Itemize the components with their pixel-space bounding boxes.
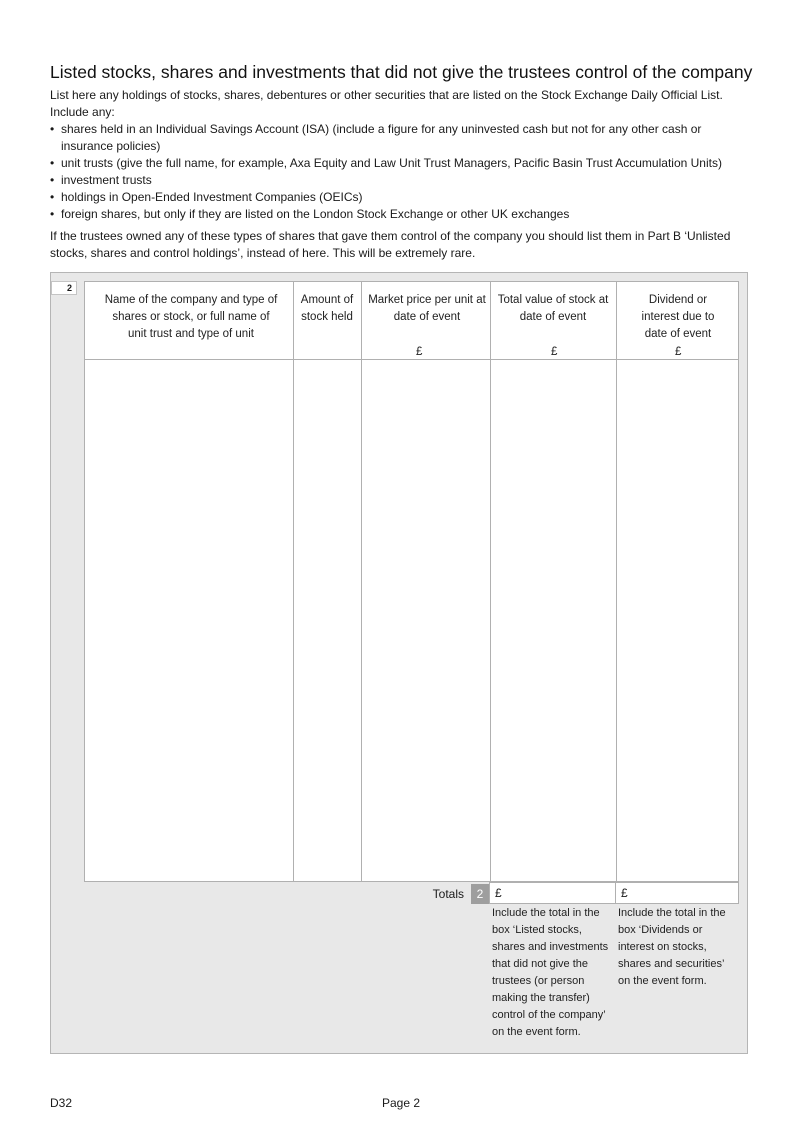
column-header-market-price: Market price per unit at date of event [368, 294, 486, 323]
column-divider [490, 282, 491, 881]
list-item: • holdings in Open-Ended Investment Companies (OEICs) [50, 189, 755, 206]
total-value-field[interactable]: £ [489, 882, 616, 904]
column-header-amount: Amount of stock held [300, 294, 354, 323]
page-number: Page 2 [382, 1096, 421, 1110]
list-item: • investment trusts [50, 172, 755, 189]
dividend-unit: £ [675, 346, 682, 358]
list-item: • unit trusts (give the full name, for example, Axa Equity and Law Unit Trust Managers, Pacific Basin Trust Accumulation Units) [50, 155, 755, 172]
control-holdings-note: If the trustees owned any of these types of shares that gave them control of the company you should list them in Part B ‘Unlisted stocks, shares and control holdings’, instead of here. This will be extremely rare. [50, 229, 731, 260]
column-divider [361, 282, 362, 881]
header-divider [85, 359, 738, 360]
include-list [50, 121, 755, 223]
column-header-dividend: Dividend or interest due to date of event [641, 294, 715, 340]
question-number: 2 [51, 281, 77, 295]
total-value-note: Include the total in the box ‘Listed stocks, shares and investments that did not give the trustees (or person making the transfer) control of the company’ on the event form. [492, 907, 609, 1038]
list-item: • shares held in an Individual Savings Account (ISA) (include a figure for any uninvested cash but not for any other cash or insurance policies) [50, 121, 755, 155]
intro-lead: List here any holdings of stocks, shares, debentures or other securities that are listed on the Stock Exchange Daily Official List. Include any: [50, 88, 723, 119]
column-divider [293, 282, 294, 881]
holdings-panel [50, 272, 748, 1054]
total-value-unit: £ [551, 346, 558, 358]
column-header-total-value: Total value of stock at date of event [497, 294, 609, 323]
totals-label: Totals [432, 887, 464, 901]
market-price-unit: £ [416, 346, 423, 358]
holdings-table[interactable] [84, 281, 739, 882]
totals-box-number: 2 [471, 884, 489, 904]
total-dividend-field[interactable]: £ [615, 882, 739, 904]
page-heading: Listed stocks, shares and investments that did not give the trustees control of the company [50, 62, 753, 82]
column-header-company: Name of the company and type of shares or stock, or full name of unit trust and type of unit [104, 294, 278, 340]
intro-text [50, 87, 755, 262]
column-divider [616, 282, 617, 881]
total-dividend-note: Include the total in the box ‘Dividends or interest on stocks, shares and securities’ on the event form. [618, 907, 726, 987]
form-code: D32 [50, 1096, 73, 1110]
list-item: • foreign shares, but only if they are listed on the London Stock Exchange or other UK exchanges [50, 206, 755, 223]
